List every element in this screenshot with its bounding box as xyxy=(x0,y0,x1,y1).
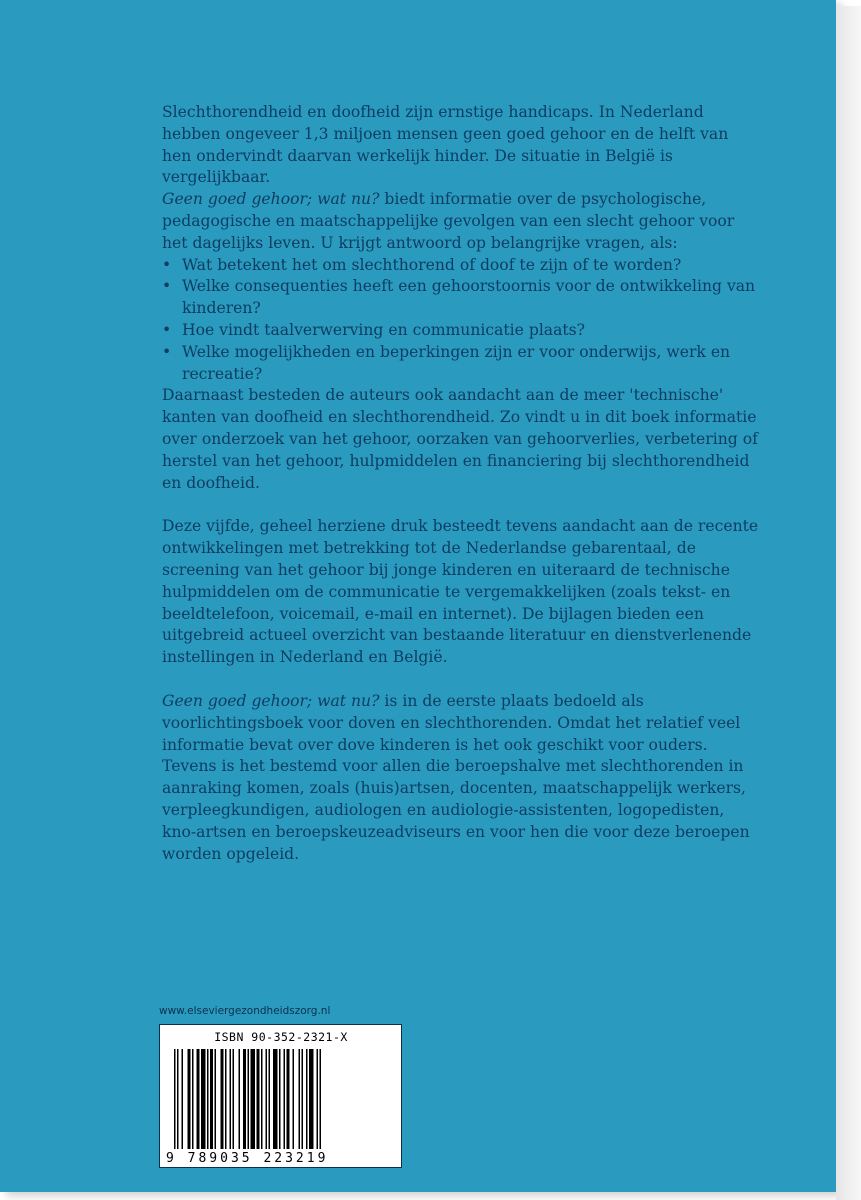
question-list xyxy=(162,255,762,386)
blurb-text xyxy=(162,102,762,865)
edition-paragraph: Deze vijfde, geheel herziene druk besteedt tevens aandacht aan de recente ontwikkelingen met betrekking tot de Nederlandse gebarentaal, de screening van het gehoor bij jonge kinderen en uiteraard de technische hulpmiddelen om de communicatie te vergemakkelijken (zoals tekst- en beeldtelefoon, voicemail, e-mail en internet). De bijlagen bieden een uitgebreid actueel overzicht van bestaande literatuur en dienstverlenende instellingen in Nederland en België. xyxy=(162,517,759,667)
info-paragraph-text: biedt informatie over de psychologische, pedagogische en maatschappelijke gevolgen van een slecht gehoor voor het dagelijks leven. U krijgt antwoord op belangrijke vragen, als: xyxy=(162,190,735,252)
audience-paragraph xyxy=(162,691,762,865)
question-item: • Hoe vindt taalverwerving en communicatie plaats? xyxy=(162,320,762,342)
question-item: • Welke mogelijkheden en beperkingen zijn er voor onderwijs, werk en recreatie? xyxy=(162,342,762,386)
question-item: • Wat betekent het om slechthorend of doof te zijn of te worden? xyxy=(162,255,762,277)
book-title-italic: Geen goed gehoor; wat nu? xyxy=(162,190,380,209)
question-item: • Welke consequenties heeft een gehoorstoornis voor de ontwikkeling van kinderen? xyxy=(162,276,762,320)
barcode-icon xyxy=(174,1049,388,1149)
isbn-label: ISBN 90-352-2321-X xyxy=(214,1030,348,1044)
book-title-italic: Geen goed gehoor; wat nu? xyxy=(162,691,380,710)
audience-paragraph-text: is in de eerste plaats bedoeld als voorlichtingsboek voor doven en slechthorenden. Omdat het relatief veel informatie bevat over dove kinderen is het ook geschikt voor ouders. Tevens is het bestemd voor allen die beroepshalve met slechthorenden in aanraking komen, zoals (huis)artsen, docenten, maatschappelijk werkers, verpleegkundigen, audiologen en audiologie-assistenten, logopedisten, kno-artsen en beroepskeuzeadviseurs en voor hen die voor deze beroepen worden opgeleid. xyxy=(162,691,750,863)
page-edge xyxy=(836,6,861,1200)
technical-paragraph: Daarnaast besteden de auteurs ook aandacht aan de meer 'technische' kanten van doofheid en slechthorendheid. Zo vindt u in dit boek informatie over onderzoek van het gehoor, oorzaken van gehoorverlies, verbetering of herstel van het gehoor, hulpmiddelen en financiering bij slechthorendheid en doofheid. xyxy=(162,386,758,492)
barcode-box xyxy=(159,1024,402,1168)
ean-number: 9 789035 223219 xyxy=(166,1151,329,1166)
intro-paragraph: Slechthorendheid en doofheid zijn ernstige handicaps. In Nederland hebben ongeveer 1,3 miljoen mensen geen goed gehoor en de helft van hen ondervindt daarvan werkelijk hinder. De situatie in België is vergelijkbaar. xyxy=(162,103,729,187)
info-paragraph xyxy=(162,189,762,254)
publisher-website: www.elseviergezondheidszorg.nl xyxy=(159,1005,331,1017)
